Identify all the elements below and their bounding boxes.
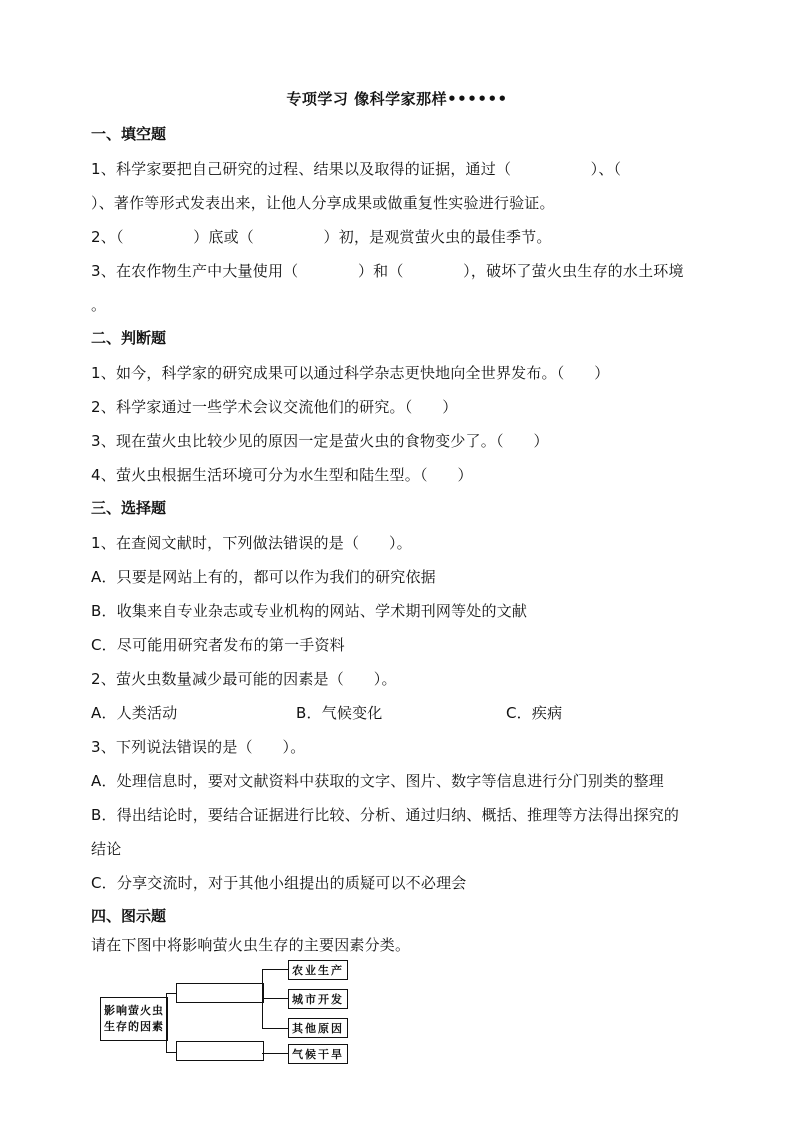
choice-question-1-option-a: A．只要是网站上有的，都可以作为我们的研究依据: [91, 568, 436, 586]
diagram-answer-box-upper[interactable]: [176, 983, 264, 1003]
diagram-leaf-drought: 气候干旱: [288, 1044, 348, 1064]
diagram-upper-middle-connector: [262, 998, 288, 999]
fill-question-3-line-1: 3、在农作物生产中大量使用（ ）和（ ），破坏了萤火虫生存的水土环境: [91, 262, 684, 280]
diagram-answer-box-lower[interactable]: [176, 1041, 264, 1061]
judge-question-1: 1、如今，科学家的研究成果可以通过科学杂志更快地向全世界发布。（ ）: [91, 364, 610, 382]
choice-question-2-option-c: C．疾病: [506, 704, 563, 722]
diagram-leaf-agriculture: 农业生产: [288, 960, 348, 980]
section-heading-fill-blank: 一、填空题: [91, 125, 167, 143]
choice-question-1-option-b: B．收集来自专业杂志或专业机构的网站、学术期刊网等处的文献: [91, 602, 528, 620]
diagram-root-line-1: 影响萤火虫: [104, 1004, 164, 1017]
diagram-leaf-other-reasons: 其他原因: [288, 1018, 348, 1038]
section-heading-true-false: 二、判断题: [91, 329, 167, 347]
diagram-root-box: [100, 997, 168, 1041]
diagram-leaf-urban-development: 城市开发: [288, 989, 348, 1009]
classification-diagram: [90, 955, 360, 1075]
choice-question-3-option-a: A．处理信息时，要对文献资料中获取的文字、图片、数字等信息进行分门别类的整理: [91, 772, 664, 790]
choice-question-2: 2、萤火虫数量减少最可能的因素是（ ）。: [91, 670, 397, 688]
choice-question-3-option-b-line-2: 结论: [91, 840, 122, 858]
fill-question-3-line-2: 。: [91, 296, 107, 314]
section-heading-diagram: 四、图示题: [91, 907, 167, 925]
fill-question-1-line-1: 1、科学家要把自己研究的过程、结果以及取得的证据，通过（ ）、（: [91, 160, 622, 178]
choice-question-2-option-b: B．气候变化: [296, 704, 383, 722]
diagram-upper-sub-bracket: [262, 969, 289, 1029]
diagram-root-line-2: 生存的因素: [104, 1020, 164, 1033]
section-heading-choice: 三、选择题: [91, 499, 167, 517]
choice-question-3-option-b-line-1: B．得出结论时，要结合证据进行比较、分析、通过归纳、概括、推理等方法得出探究的: [91, 806, 680, 824]
choice-question-2-option-a: A．人类活动: [91, 704, 178, 722]
fill-question-2: 2、（ ）底或（ ）初，是观赏萤火虫的最佳季节。: [91, 228, 552, 246]
choice-question-3-option-c: C．分享交流时，对于其他小组提出的质疑可以不必理会: [91, 874, 467, 892]
diagram-lower-connector: [262, 1053, 288, 1054]
judge-question-2: 2、科学家通过一些学术会议交流他们的研究。（ ）: [91, 398, 458, 416]
diagram-prompt: 请在下图中将影响萤火虫生存的主要因素分类。: [91, 936, 411, 954]
choice-question-3: 3、下列说法错误的是（ ）。: [91, 738, 306, 756]
judge-question-4: 4、萤火虫根据生活环境可分为水生型和陆生型。（ ）: [91, 466, 473, 484]
fill-question-1-line-2: ）、著作等形式发表出来，让他人分享成果或做重复性实验进行验证。: [91, 194, 555, 212]
judge-question-3: 3、现在萤火虫比较少见的原因一定是萤火虫的食物变少了。（ ）: [91, 432, 549, 450]
choice-question-1-option-c: C．尽可能用研究者发布的第一手资料: [91, 636, 345, 654]
choice-question-1: 1、在查阅文献时，下列做法错误的是（ ）。: [91, 534, 412, 552]
page-title: 专项学习 像科学家那样••••••: [286, 90, 508, 108]
